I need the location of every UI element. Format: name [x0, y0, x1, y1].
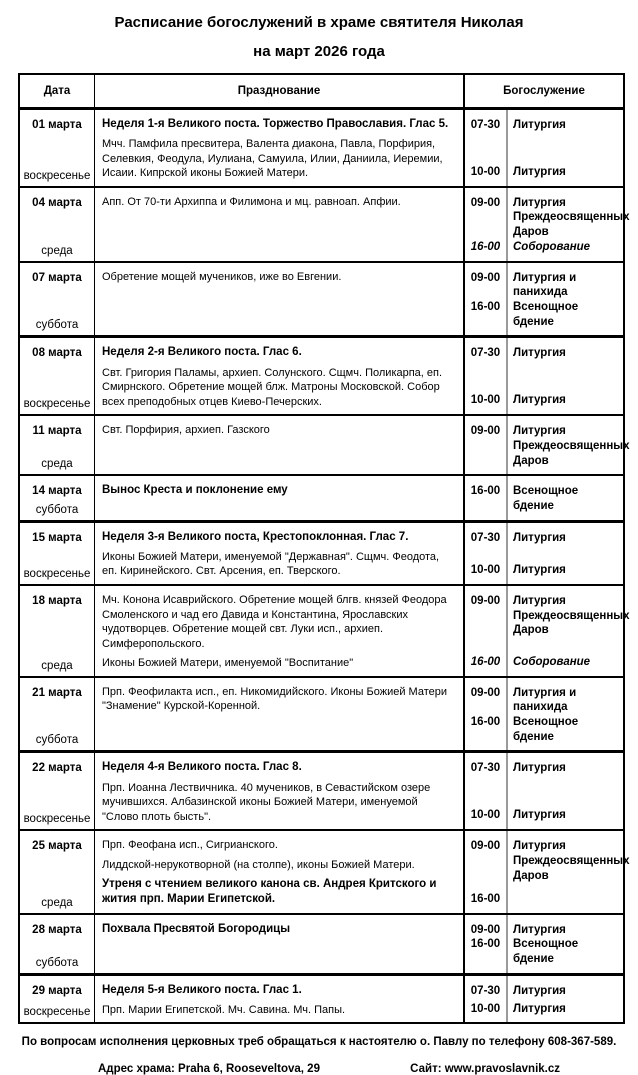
row-weekday: суббота — [35, 503, 79, 516]
service-label: Литургия — [513, 984, 566, 997]
date-cell — [20, 753, 95, 829]
feast-paragraph: Неделя 2-я Великого поста. Глас 6. — [102, 346, 302, 359]
table-header — [20, 75, 623, 107]
row-feast — [95, 523, 465, 584]
row-date: 22 марта — [32, 762, 82, 775]
service-label: Литургия — [513, 1002, 566, 1015]
date-cell — [20, 476, 95, 519]
service-label: Литургия и панихида — [513, 271, 577, 299]
service-label: Соборование — [513, 655, 591, 668]
service-time: 10-00 — [470, 564, 501, 577]
row-date: 29 марта — [32, 984, 82, 997]
service-time: 16-00 — [470, 655, 501, 668]
service-entry — [465, 686, 623, 715]
row-weekday: среда — [41, 659, 73, 672]
service-label: Литургия Преждеосвященных Даров — [513, 425, 630, 467]
service-entry — [465, 424, 630, 468]
row-date: 18 марта — [32, 594, 82, 607]
service-label: Литургия — [513, 762, 566, 775]
page-title: Расписание богослужений в храме святителя Николая — [114, 14, 524, 31]
feast-paragraph: Вынос Креста и поклонение ему — [102, 484, 288, 497]
service-time: 09-00 — [470, 840, 501, 853]
service-time: 09-00 — [470, 271, 501, 284]
row-services — [465, 753, 623, 829]
row-weekday: среда — [41, 458, 73, 471]
row-services — [465, 110, 623, 186]
footer-line — [0, 1063, 638, 1075]
schedule-row — [20, 474, 623, 519]
service-time: 07-30 — [470, 531, 501, 544]
row-services — [465, 831, 630, 912]
row-weekday: суббота — [35, 734, 79, 747]
service-label: Литургия — [513, 166, 566, 178]
schedule-row — [20, 335, 623, 414]
service-time: 16-00 — [470, 240, 501, 253]
row-feast — [95, 188, 465, 261]
service-label: Всенощное бдение — [513, 485, 579, 513]
row-weekday: среда — [41, 896, 73, 909]
service-time: 16-00 — [470, 938, 501, 951]
schedule-row — [20, 186, 630, 261]
service-time: 10-00 — [470, 166, 501, 178]
schedule-row — [20, 676, 623, 751]
feast-paragraph: Неделя 4-я Великого поста. Глас 8. — [102, 761, 302, 774]
row-date: 07 марта — [32, 271, 82, 284]
service-label: Литургия — [513, 347, 566, 360]
service-entry — [465, 346, 623, 361]
feast-paragraph: Неделя 5-я Великого поста. Глас 1. — [102, 983, 302, 996]
feast-paragraph: Прп. Феофилакта исп., еп. Никомидийского. Иконы Божией Матери "Знамение" Курской-Коренной. — [102, 685, 448, 713]
row-date: 28 марта — [32, 923, 82, 936]
date-cell — [20, 338, 95, 414]
feast-paragraph: Прп. Иоанна Лествичника. 40 мучеников, в Севастийском озере мучившихся. Албазинской иконы Божией Матери, именуемой "Слово плоть бысть". — [102, 781, 431, 823]
date-cell — [20, 188, 95, 261]
date-cell — [20, 586, 95, 676]
row-date: 08 марта — [32, 347, 82, 360]
service-entry — [465, 808, 623, 823]
row-feast — [95, 110, 465, 186]
row-date: 25 марта — [32, 840, 82, 853]
schedule-row — [20, 913, 623, 973]
row-weekday: среда — [41, 244, 73, 257]
row-services — [465, 915, 623, 973]
service-time: 16-00 — [470, 716, 501, 728]
page-subtitle: на март 2026 года — [253, 43, 385, 60]
row-date: 21 марта — [32, 686, 82, 699]
header-date: Дата — [20, 75, 95, 107]
service-entry — [465, 531, 623, 546]
service-entry — [465, 300, 623, 329]
row-services — [465, 263, 623, 336]
schedule-row — [20, 584, 630, 676]
service-entry — [465, 118, 623, 133]
service-entry — [465, 937, 623, 966]
service-time: 07-30 — [470, 119, 501, 131]
schedule-row — [20, 261, 623, 336]
service-label: Литургия — [513, 564, 566, 577]
schedule-row — [20, 414, 630, 474]
service-entry — [465, 892, 623, 907]
table-body — [20, 107, 630, 1022]
feast-paragraph: Обретение мощей мучеников, иже во Евгении. — [102, 270, 342, 283]
feast-paragraph: Иконы Божией Матери, именуемой "Державная". Сщмч. Феодота, еп. Киринейского. Свт. Арсения, еп. Тверского. — [102, 550, 440, 578]
row-services — [465, 338, 623, 414]
service-label: Всенощное бдение — [513, 716, 579, 743]
service-label: Литургия — [513, 809, 566, 822]
schedule-row — [20, 520, 623, 584]
service-entry — [465, 196, 630, 240]
date-cell — [20, 915, 95, 973]
feast-paragraph: Прп. Марии Египетской. Мч. Савина. Мч. Папы. — [102, 1003, 346, 1016]
service-label: Литургия Преждеосвященных Даров — [513, 594, 630, 637]
row-feast — [95, 338, 465, 414]
feast-paragraph: Прп. Феофана исп., Сигрианского. — [102, 839, 278, 852]
feast-paragraph: Свт. Григория Паламы, архиеп. Солунского. Сщмч. Поликарпа, еп. Смирнского. Обретение мощей блж. Матроны Московской. Собор всех преподобных отцев Киево-Печерских. — [102, 366, 443, 408]
service-time: 16-00 — [470, 301, 501, 314]
row-date: 14 марта — [32, 485, 82, 498]
row-feast — [95, 753, 465, 829]
service-label: Всенощное бдение — [513, 938, 579, 965]
service-label: Литургия Преждеосвященных Даров — [513, 840, 630, 882]
service-time: 16-00 — [470, 892, 501, 905]
feast-paragraph: Похвала Пресвятой Богородицы — [102, 922, 291, 935]
row-feast — [95, 976, 465, 1023]
service-time: 10-00 — [470, 1002, 501, 1015]
schedule-row — [20, 973, 623, 1023]
service-entry — [465, 839, 630, 883]
date-cell — [20, 976, 95, 1023]
service-entry — [465, 761, 623, 776]
schedule-row — [20, 107, 623, 186]
service-time: 09-00 — [470, 425, 501, 438]
row-services — [465, 476, 623, 519]
feast-paragraph: Утреня с чтением великого канона св. Андрея Критского и жития прп. Марии Египетской. — [102, 878, 437, 906]
service-time: 09-00 — [470, 196, 501, 209]
row-weekday: воскресенье — [23, 813, 91, 826]
feast-paragraph: Мч. Конона Исаврийского. Обретение мощей блгв. князей Феодора Смоленского и чад его Давида и Константина, Ярославских чудотворцев. Обретение мощей свт. Луки исп., архиеп. Симферопольского. — [102, 593, 447, 650]
service-time: 07-30 — [470, 984, 501, 997]
service-time: 07-30 — [470, 347, 501, 360]
service-time: 09-00 — [470, 594, 501, 607]
date-cell — [20, 263, 95, 336]
service-entry — [465, 1002, 623, 1017]
footer-address: Адрес храма: Praha 6, Rooseveltova, 29 — [98, 1063, 320, 1075]
row-date: 04 марта — [32, 196, 82, 209]
service-entry — [465, 165, 623, 180]
service-time: 10-00 — [470, 809, 501, 822]
row-feast — [95, 915, 465, 973]
row-weekday: воскресенье — [23, 1006, 91, 1019]
service-time: 07-30 — [470, 762, 501, 775]
service-entry — [465, 393, 623, 408]
feast-paragraph: Неделя 1-я Великого поста. Торжество Православия. Глас 5. — [102, 118, 449, 130]
service-entry — [465, 484, 623, 513]
row-weekday: воскресенье — [23, 169, 91, 182]
row-weekday: суббота — [35, 319, 79, 332]
row-date: 15 марта — [32, 531, 82, 544]
feast-paragraph: Мчч. Памфила пресвитера, Валента диакона, Павла, Порфирия, Селевкия, Феодула, Иулиана, Самуила, Илии, Даниила, Иеремии, Исаии. Кипрской иконы Божией Матери. — [102, 138, 443, 180]
service-entry — [465, 594, 630, 638]
row-date: 11 марта — [32, 425, 82, 438]
service-entry — [465, 923, 623, 938]
service-time: 16-00 — [470, 485, 501, 498]
date-cell — [20, 831, 95, 912]
schedule-row — [20, 829, 630, 912]
schedule-row — [20, 750, 623, 829]
service-label: Литургия — [513, 531, 566, 544]
feast-paragraph: Лиддской-нерукотворной (на столпе), иконы Божией Матери. — [102, 858, 415, 871]
row-services — [465, 523, 623, 584]
service-time: 09-00 — [470, 923, 501, 936]
service-entry — [465, 271, 623, 300]
row-services — [465, 586, 630, 676]
row-services — [465, 976, 623, 1023]
service-entry — [465, 240, 623, 255]
service-label: Соборование — [513, 240, 591, 253]
date-cell — [20, 523, 95, 584]
row-feast — [95, 678, 465, 751]
header-service: Богослужение — [503, 85, 585, 97]
service-time: 10-00 — [470, 394, 501, 407]
feast-paragraph: Иконы Божией Матери, именуемой "Воспитание" — [102, 657, 354, 670]
service-entry — [465, 655, 623, 670]
row-feast — [95, 476, 465, 519]
row-feast — [95, 416, 465, 474]
row-services — [465, 188, 630, 261]
footer-note: По вопросам исполнения церковных треб обращаться к настоятелю о. Павлу по телефону 608-367-589. — [21, 1036, 617, 1049]
row-feast — [95, 263, 465, 336]
row-weekday: воскресенье — [23, 567, 91, 580]
service-time: 09-00 — [470, 686, 501, 699]
schedule-table — [18, 73, 630, 1024]
service-label: Литургия — [513, 923, 566, 936]
service-label: Литургия и панихида — [513, 686, 577, 714]
date-cell — [20, 110, 95, 186]
service-entry — [465, 563, 623, 578]
service-label: Литургия — [513, 394, 566, 407]
feast-paragraph: Неделя 3-я Великого поста, Крестопоклонная. Глас 7. — [102, 530, 409, 543]
row-services — [465, 416, 630, 474]
date-cell — [20, 416, 95, 474]
service-label: Всенощное бдение — [513, 301, 579, 328]
header-feast: Празднование — [95, 75, 465, 107]
row-feast — [95, 831, 465, 912]
feast-paragraph: Свт. Порфирия, архиеп. Газского — [102, 424, 270, 437]
feast-paragraph: Апп. От 70-ти Архиппа и Филимона и мц. равноап. Апфии. — [102, 195, 401, 208]
footer-site: Сайт: www.pravoslavnik.cz — [410, 1063, 560, 1075]
row-services — [465, 678, 623, 751]
row-weekday: воскресенье — [23, 398, 91, 411]
row-date: 01 марта — [32, 119, 82, 131]
service-label: Литургия — [513, 119, 566, 131]
date-cell — [20, 678, 95, 751]
service-label: Литургия Преждеосвященных Даров — [513, 196, 630, 239]
service-entry — [465, 715, 623, 744]
service-entry — [465, 984, 623, 999]
row-weekday: суббота — [35, 956, 79, 969]
row-feast — [95, 586, 465, 676]
